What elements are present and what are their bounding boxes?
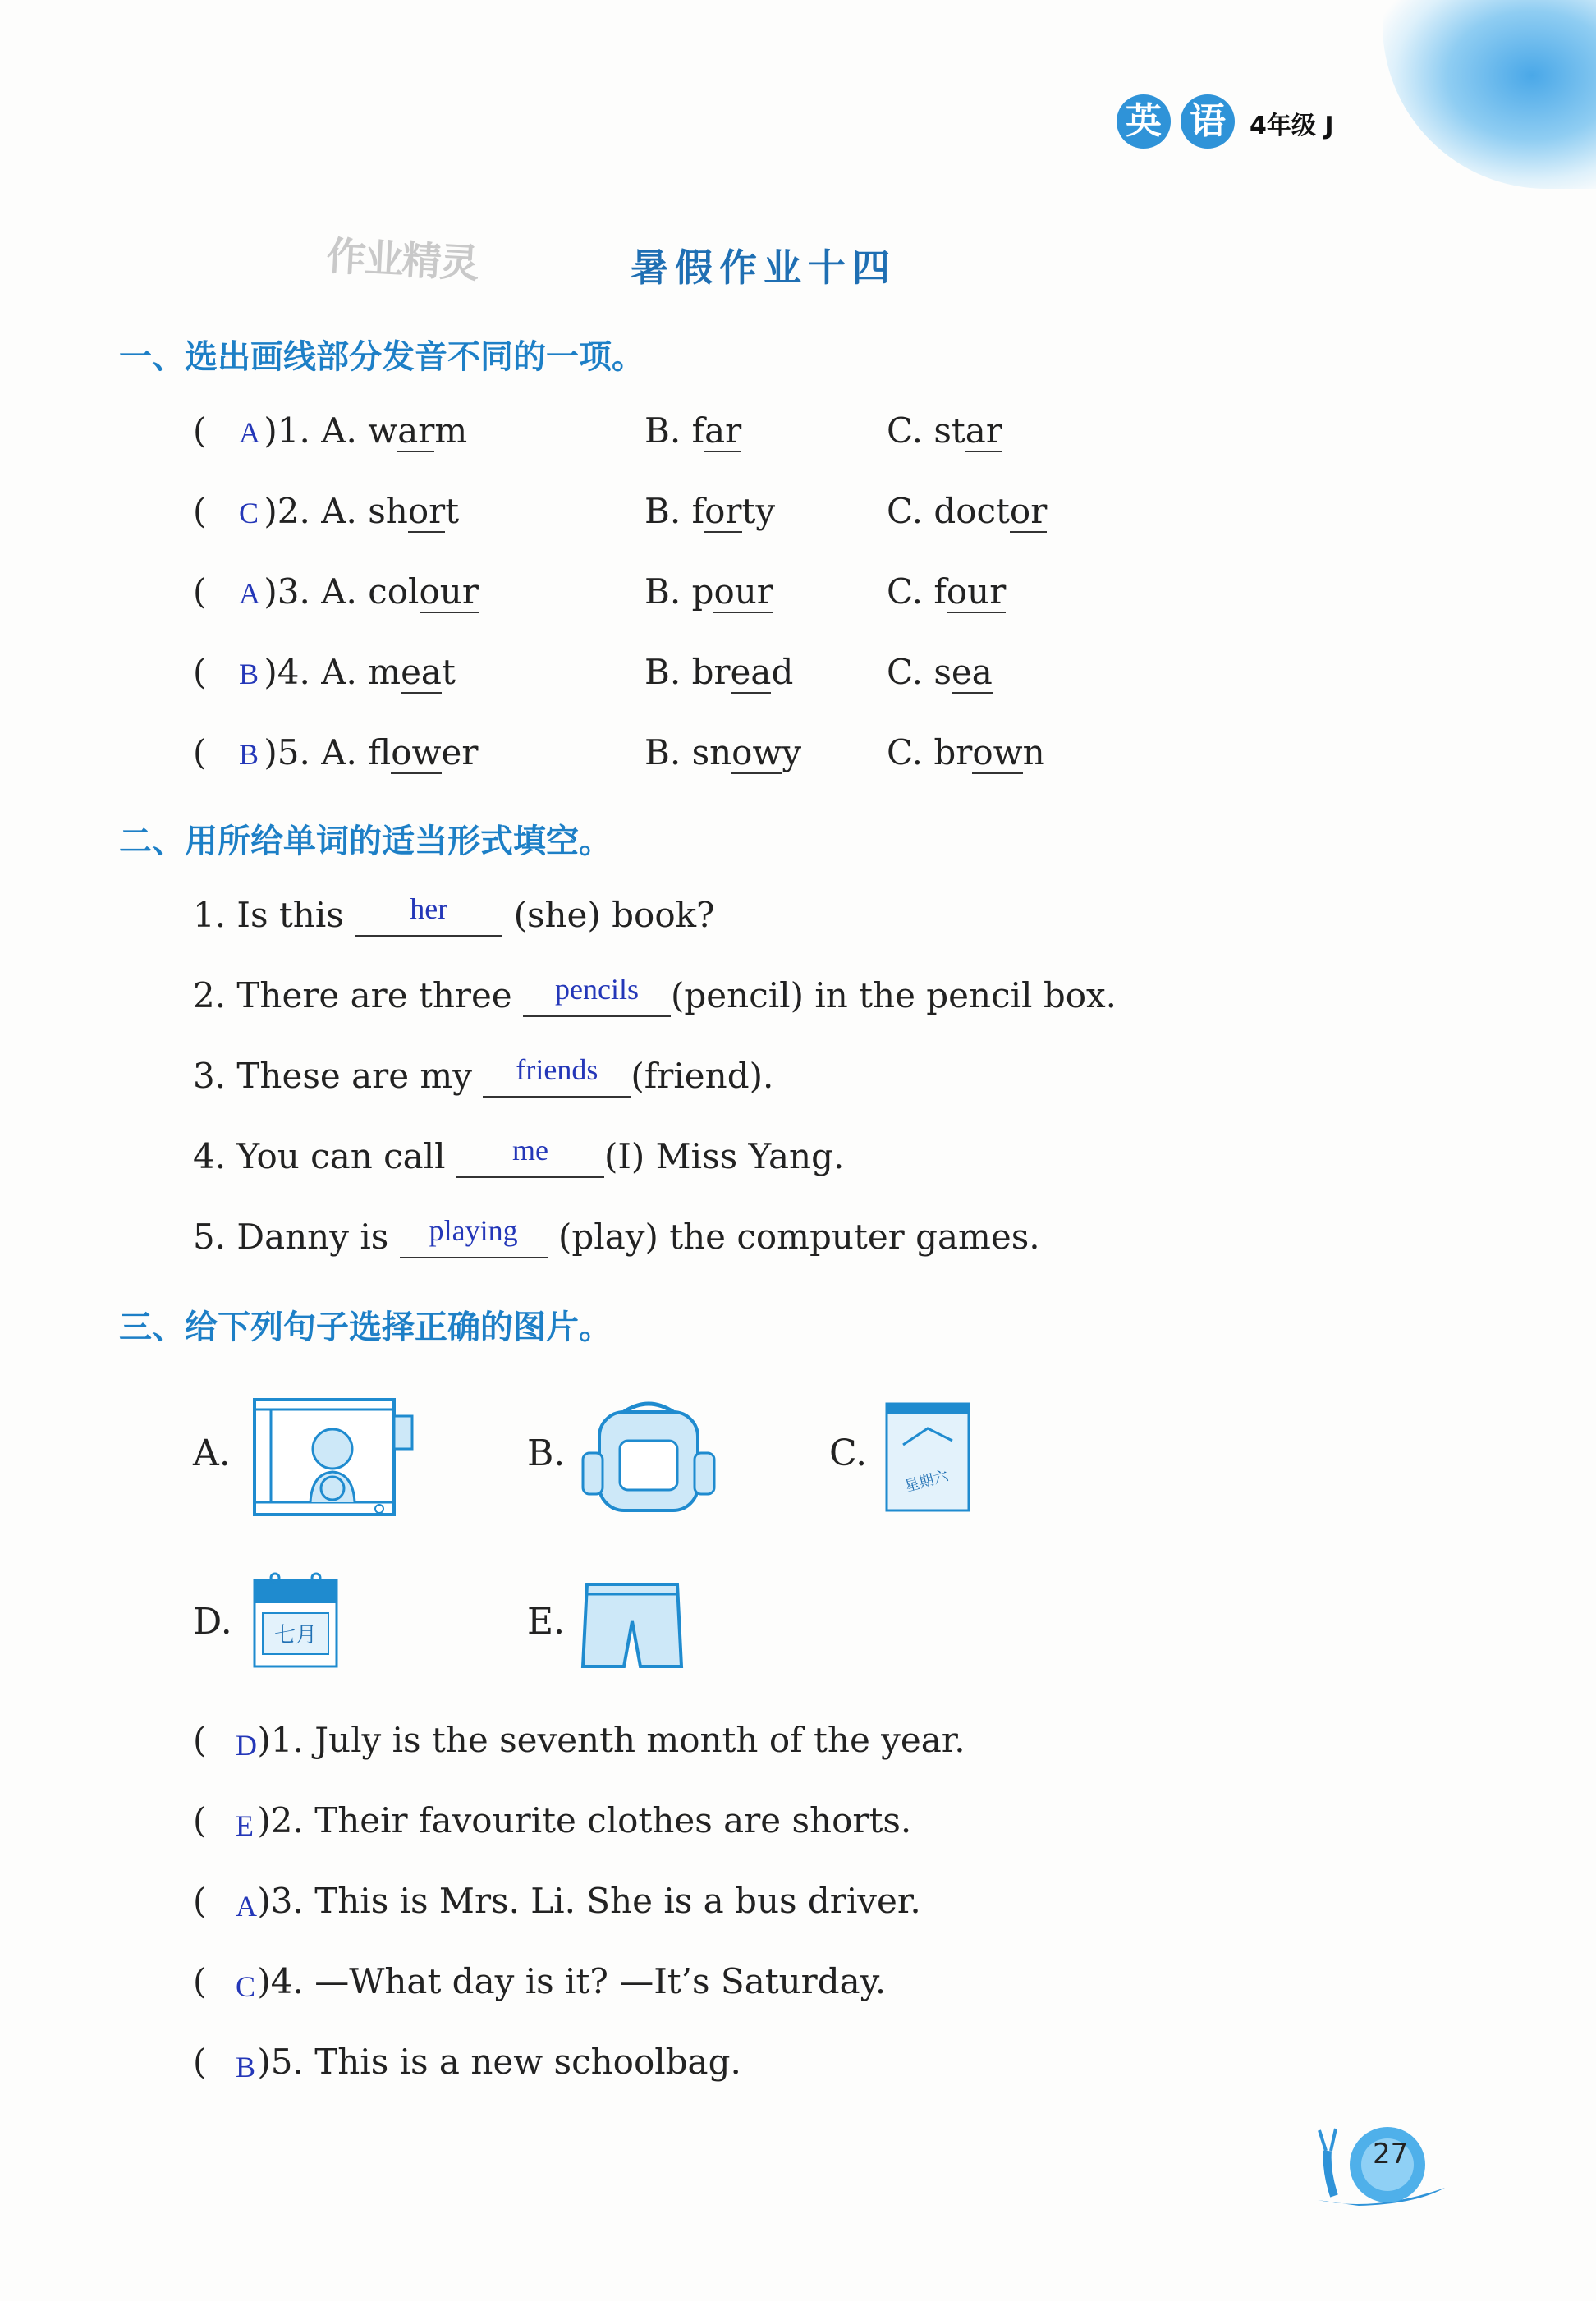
bus-driver-icon [246,1391,419,1527]
section1-heading: 一、选出画线部分发音不同的一项。 [119,338,644,376]
option-b: B. forty [644,491,776,531]
calendar-july-text: 七月 [273,1623,318,1648]
option-a: A. short [321,491,460,531]
option-b: B. far [644,410,742,451]
option-c: C. brown [887,732,1045,772]
list-item: ( A )3. This is Mrs. Li. She is a bus driver. [193,1881,921,1923]
answer-4: B [239,658,259,690]
picture-label-b: B. [527,1432,566,1474]
picture-label-c: C. [829,1432,868,1474]
answer-blank: her [355,895,502,937]
option-a: A. flower [321,732,479,772]
option-c: C. doctor [887,491,1048,531]
answer-2: C [239,497,259,529]
section3-heading: 三、给下列句子选择正确的图片。 [119,1309,612,1346]
answer-blank: me [456,1136,604,1178]
picture-label-a: A. [193,1432,231,1474]
list-item: ( B )5. This is a new schoolbag. [193,2042,741,2083]
list-item: 5. Danny is playing (play) the computer games. [193,1214,1040,1257]
option-b: B. bread [644,652,794,692]
list-item: ( B )4. A. meat [193,652,456,692]
list-item: ( A )3. A. colour [193,571,479,612]
calendar-july-icon [246,1568,345,1675]
list-item: 3. These are my friends (friend). [193,1053,774,1096]
page-title: 暑假作业十四 [631,245,897,290]
list-item: ( A )1. A. warm [193,410,468,451]
list-item: 2. There are three pencils (pencil) in the pencil box. [193,973,1117,1015]
option-b: B. snowy [644,732,802,772]
option-a: A. warm [321,410,468,451]
answer-3: A [239,577,260,610]
list-item: ( C )2. A. short [193,491,460,531]
calendar-saturday-text: 星期六 [902,1467,951,1496]
header-decoration [1383,0,1596,189]
option-b: B. pour [644,571,773,612]
calendar-saturday-icon [878,1396,977,1519]
subject-char-1: 英 [1117,94,1171,149]
picture-label-d: D. [193,1601,232,1643]
answer-1: A [239,416,260,449]
list-item: 4. You can call me (I) Miss Yang. [193,1134,845,1176]
list-item: ( B )5. A. flower [193,732,479,772]
grade-label: 4年级 J [1250,112,1334,140]
answer-blank: playing [400,1217,548,1258]
watermark-logo: 作业精灵 [325,233,479,287]
option-a: A. colour [321,571,479,612]
option-c: C. four [887,571,1007,612]
list-item: 1. Is this her (she) book? [193,892,715,935]
answer-blank: pencils [523,975,671,1017]
picture-label-e: E. [527,1601,566,1643]
list-item: ( D )1. July is the seventh month of the year. [193,1720,965,1762]
option-c: C. sea [887,652,993,692]
answer-5: B [239,738,259,771]
page-number: 27 [1373,2138,1409,2170]
list-item: ( E )2. Their favourite clothes are shorts. [193,1800,912,1842]
answer-blank: friends [483,1056,631,1098]
option-a: A. meat [321,652,456,692]
section2-heading: 二、用所给单词的适当形式填空。 [119,823,612,860]
schoolbag-icon [575,1396,722,1519]
shorts-icon [575,1576,690,1679]
list-item: ( C )4. —What day is it? —It’s Saturday. [193,1961,887,2003]
subject-char-2: 语 [1181,94,1235,149]
option-c: C. star [887,410,1002,451]
